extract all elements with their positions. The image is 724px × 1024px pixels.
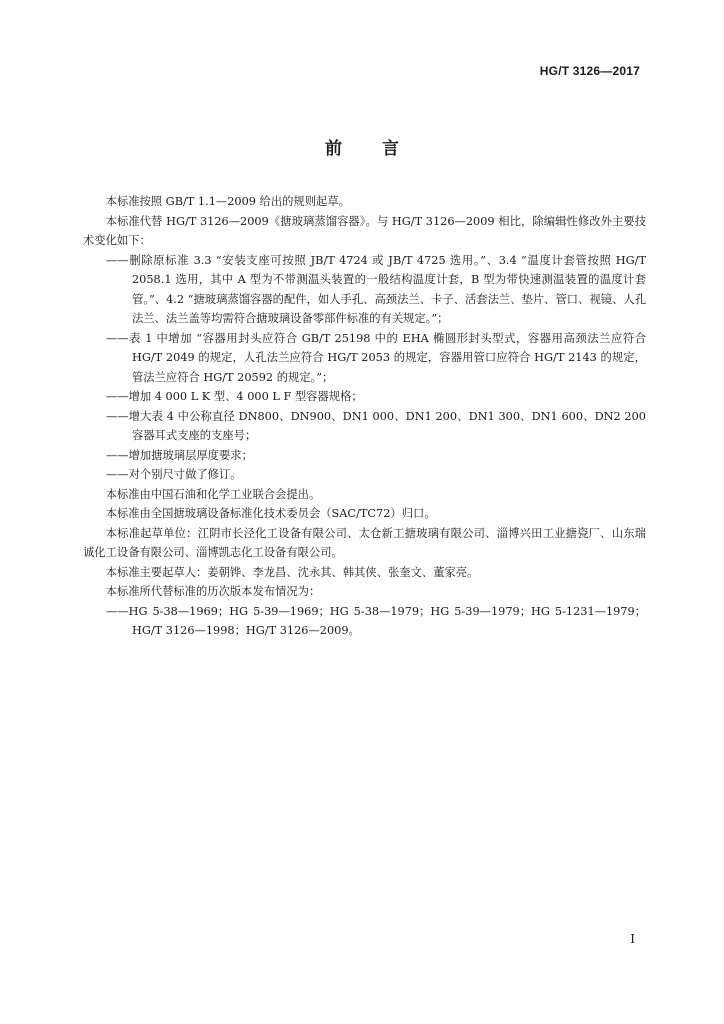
page-number: I [630,932,635,946]
paragraph: 本标准按照 GB/T 1.1—2009 给出的规则起草。 [105,195,350,208]
paragraph: 本标准由中国石油和化学工业联合会提出。 [105,487,321,501]
standard-code: HG/T 3126—2017 [539,64,640,78]
page-title: 前言 [325,139,439,159]
paragraph: 本标准所代替标准的历次版本发布情况为： [105,585,321,598]
foreword-body [83,192,646,641]
list-item: ——增加搪玻璃层厚度要求； [106,448,253,462]
list-item: ——增大表 4 中公称直径 DN800、DN900、DN1 000、DN1 200、DN1 300、DN1 600、DN2 200 容器耳式支座的支座号； [106,409,646,442]
paragraph: 本标准由全国搪玻璃设备标准化技术委员会（SAC/TC72）归口。 [105,507,436,520]
list-item: ——增加 4 000 L K 型、4 000 L F 型容器规格； [106,390,363,403]
list-item: ——表 1 中增加 “容器用封头应符合 GB/T 25198 中的 EHA 椭圆形封头型式，容器用高颈法兰应符合 HG/T 2049 的规定，人孔法兰应符合 HG/T 2053 的规定，容器用管口应符合 HG/T 2143 的规定，管法兰应符合 HG/T 20592 的规定。”； [106,331,646,384]
paragraph: 本标准主要起草人：姜朝铧、李龙昌、沈永其、韩其侠、张奎文、董家亮。 [105,565,479,579]
list-item: ——对个别尺寸做了修订。 [106,468,242,481]
list-item: ——HG 5-38—1969；HG 5-39—1969；HG 5-38—1979；HG 5-39—1979；HG 5-1231—1979；HG/T 3126—1998；HG/T 3126—2009。 [106,604,646,637]
paragraph: 本标准起草单位：江阴市长泾化工设备有限公司、太仓新工搪玻璃有限公司、淄博兴田工业搪瓷厂、山东瑞诚化工设备有限公司、淄博凯志化工设备有限公司。 [83,526,646,559]
paragraph: 本标准代替 HG/T 3126—2009《搪玻璃蒸馏容器》。与 HG/T 3126—2009 相比，除编辑性修改外主要技术变化如下： [83,214,646,247]
list-item: ——删除原标准 3.3 “安装支座可按照 JB/T 4724 或 JB/T 4725 选用。”、3.4 “温度计套管按照 HG/T 2058.1 选用，其中 A 型为不带测温头装置的一般结构温度计套，B 型为带快速测温装置的温度计套管。”、4.2 “搪玻璃蒸馏容器的配件，如人手孔、高颈法兰、卡子、活套法兰、垫片、管口、视镜、人孔法兰、法兰盖等均需符合搪玻璃设备零部件标准的有关规定。”； [106,253,646,325]
